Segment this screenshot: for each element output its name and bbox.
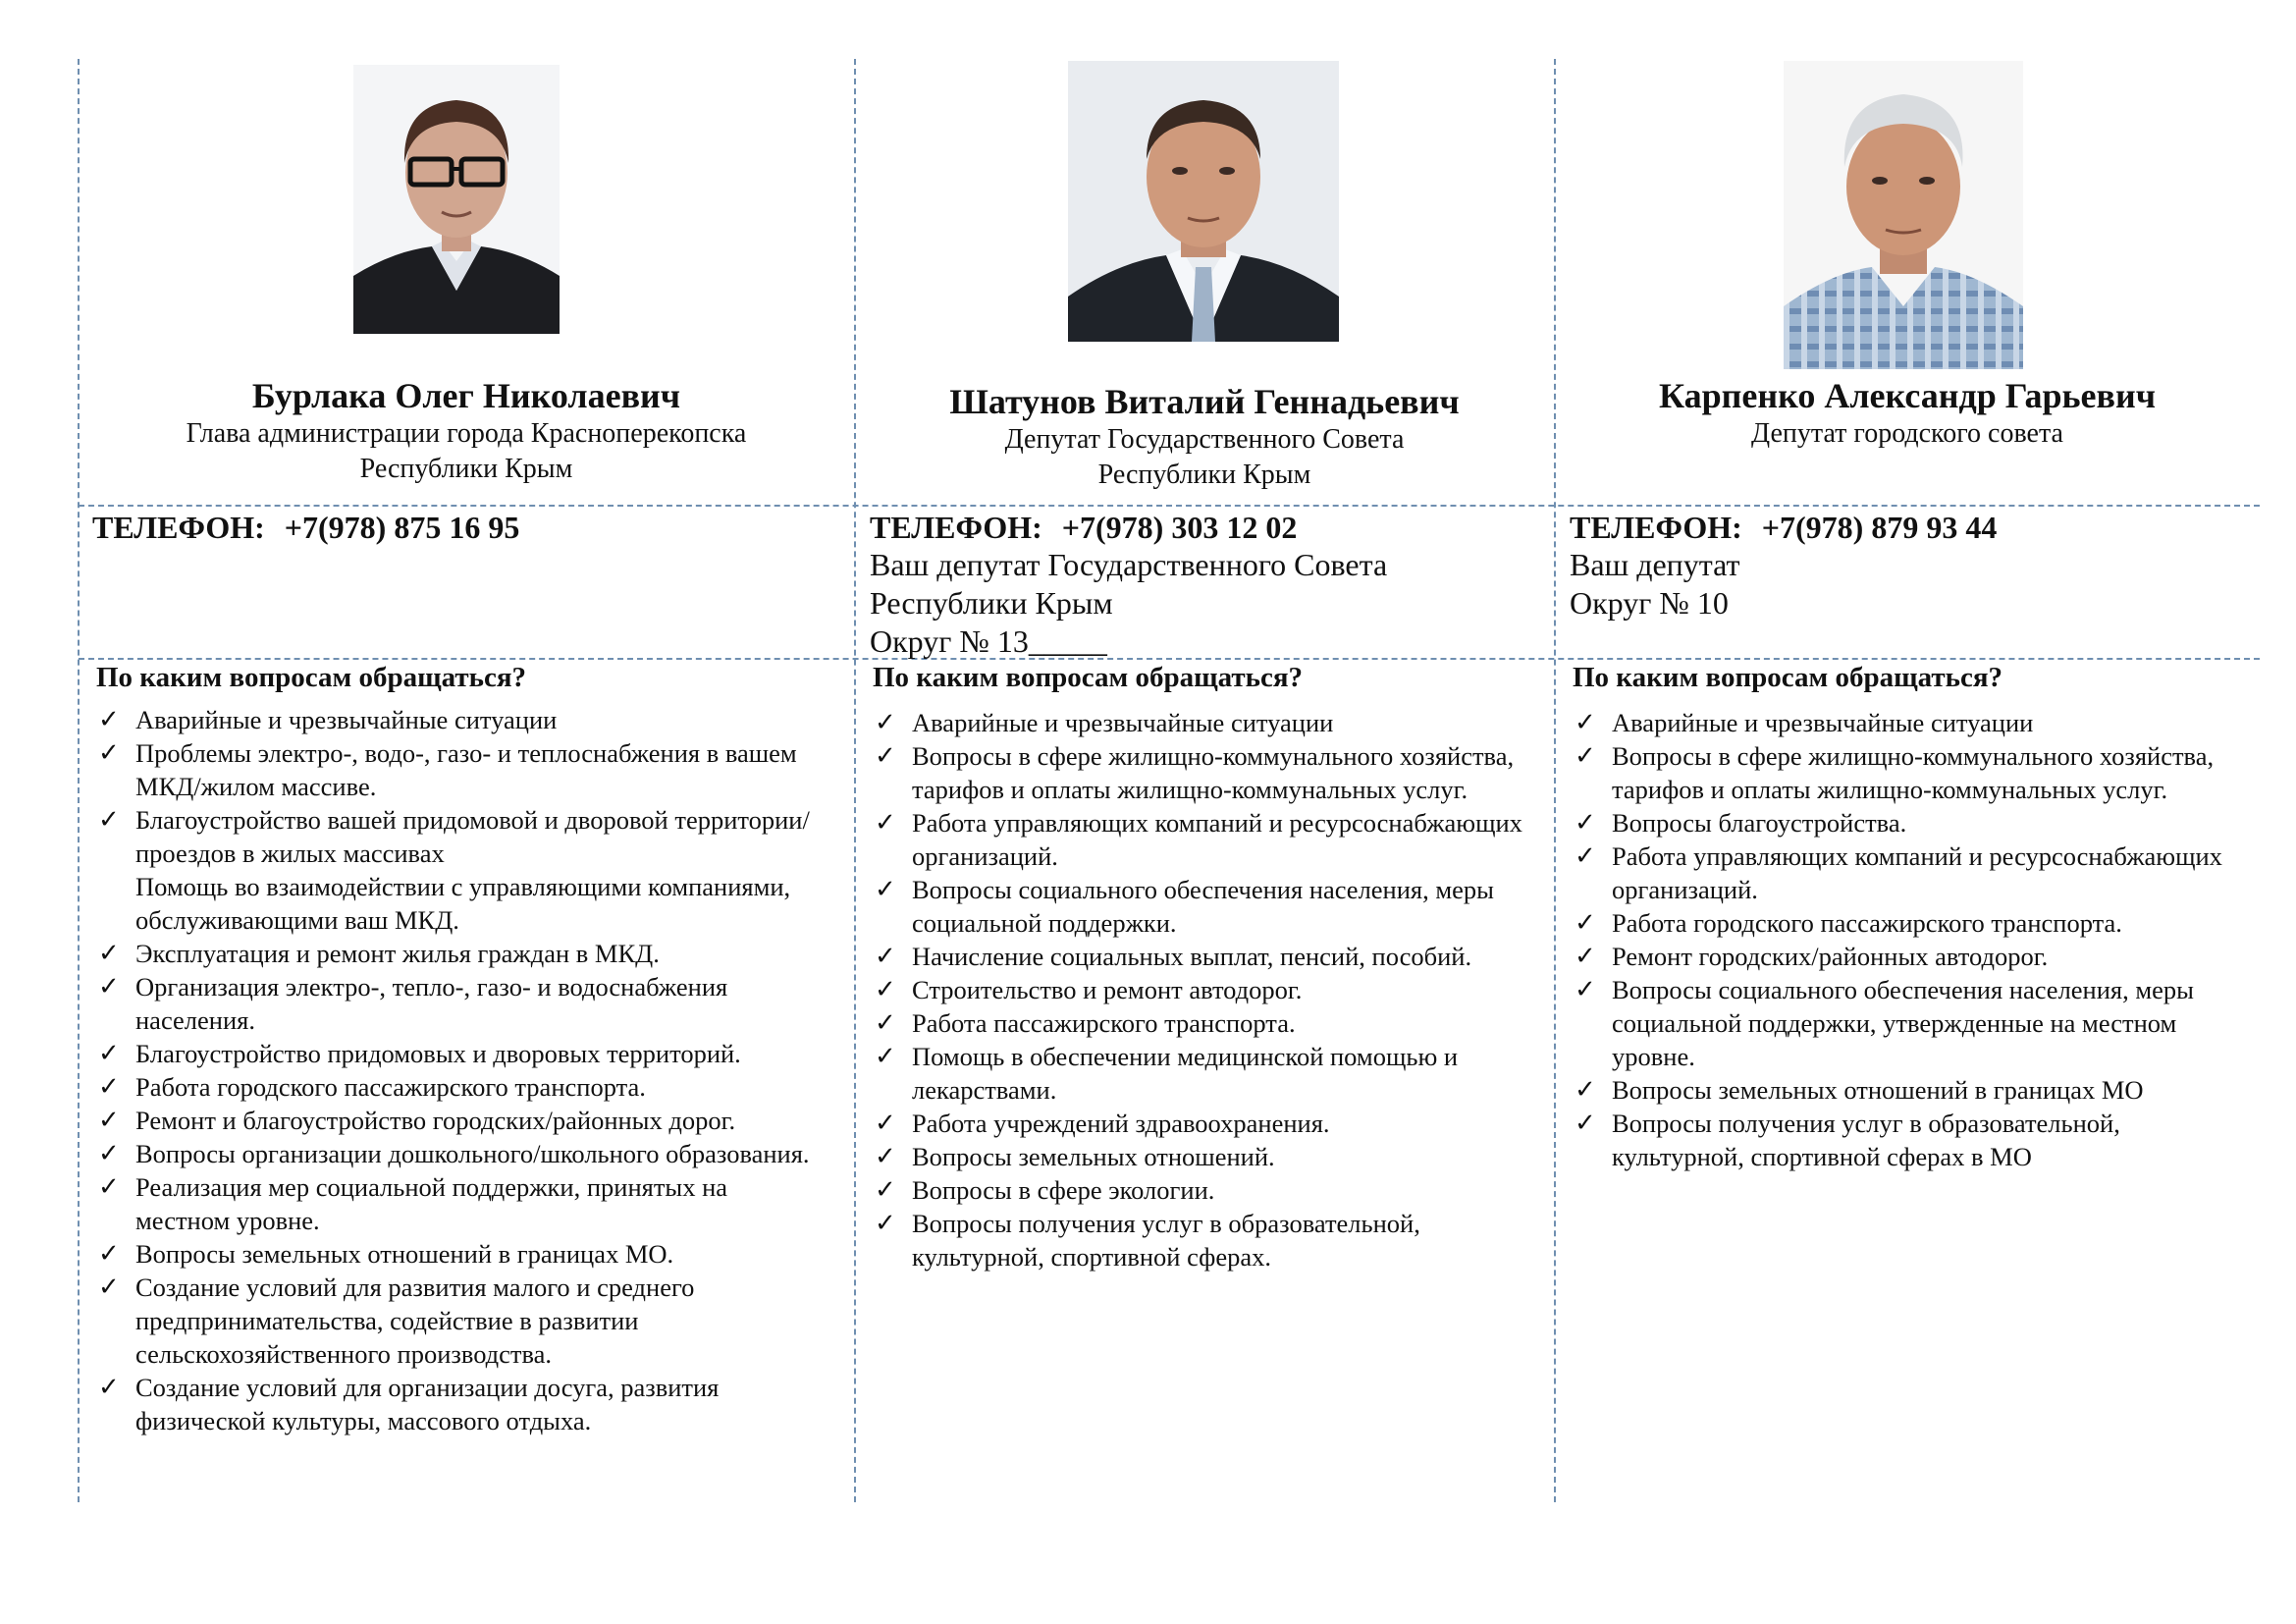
list-item: ✓ Вопросы в сфере жилищно-коммунального хозяйства, тарифов и оплаты жилищно-коммунальных услуг. (1575, 741, 2215, 804)
checkmark-icon: ✓ (98, 1239, 120, 1268)
list-item: ✓ Создание условий для развития малого и среднего предпринимательства, содействие в развитии сельскохозяйственного производства. (98, 1272, 695, 1369)
deputy-photo-3 (1784, 61, 2023, 369)
list-item: ✓ Аварийные и чрезвычайные ситуации (875, 708, 1334, 737)
list-item: ✓ Работа управляющих компаний и ресурсоснабжающих организаций. (875, 808, 1522, 871)
list-item: ✓ Вопросы социального обеспечения населения, меры социальной поддержки, утвержденные на местном уровне. (1575, 975, 2194, 1071)
checkmark-icon: ✓ (98, 1272, 120, 1301)
checkmark-icon: ✓ (1575, 841, 1596, 870)
list-item: ✓ Работа городского пассажирского транспорта. (1575, 908, 2122, 938)
column-divider-left (78, 59, 80, 1502)
list-item: ✓ Вопросы организации дошкольного/школьного образования. (98, 1139, 810, 1168)
list-item: ✓ Проблемы электро-, водо-, газо- и теплоснабжения в вашем МКД/жилом массиве. (98, 738, 797, 801)
checkmark-icon: ✓ (875, 708, 896, 736)
list-item: ✓ Аварийные и чрезвычайные ситуации (1575, 708, 2034, 737)
issues-list-2 (873, 706, 1540, 1273)
portrait-icon (353, 65, 560, 334)
checkmark-icon: ✓ (875, 741, 896, 770)
checkmark-icon: ✓ (98, 1373, 120, 1401)
list-item: ✓ Вопросы земельных отношений. (875, 1142, 1275, 1171)
list-item: ✓ Вопросы земельных отношений в границах МО (1575, 1075, 2144, 1105)
list-item: ✓ Ремонт городских/районных автодорог. (1575, 942, 2049, 971)
phone-line (870, 509, 1387, 546)
list-item: ✓ Ремонт и благоустройство городских/районных дорог. (98, 1106, 736, 1135)
checkmark-icon: ✓ (98, 1072, 120, 1101)
position-line: Республики Крым (1097, 460, 1311, 490)
district-line: Республики Крым (870, 585, 1113, 621)
list-item: ✓ Эксплуатация и ремонт жилья граждан в МКД. (98, 939, 660, 968)
checkmark-icon: ✓ (98, 805, 120, 834)
list-item: ✓ Реализация мер социальной поддержки, принятых на местном уровне. (98, 1172, 728, 1235)
checkmark-icon: ✓ (1575, 708, 1596, 736)
checkmark-icon: ✓ (1575, 741, 1596, 770)
checkmark-icon: ✓ (1575, 908, 1596, 937)
list-item: ✓ Помощь в обеспечении медицинской помощью и лекарствами. (875, 1042, 1459, 1105)
issues-heading-3: По каким вопросам обращаться? (1573, 662, 2003, 693)
checkmark-icon: ✓ (875, 1042, 896, 1070)
phone-label: ТЕЛЕФОН: (1570, 510, 1742, 545)
checkmark-icon: ✓ (875, 975, 896, 1003)
issues-list-3 (1573, 706, 2240, 1173)
checkmark-icon: ✓ (1575, 808, 1596, 837)
checkmark-icon: ✓ (875, 1175, 896, 1204)
phone-number[interactable]: +7(978) 875 16 95 (284, 510, 520, 545)
list-item: ✓ Начисление социальных выплат, пенсий, пособий. (875, 942, 1472, 971)
deputy-contact-1 (92, 509, 519, 546)
district-line: Округ № 13_____ (870, 623, 1107, 659)
phone-line (1570, 509, 1997, 546)
list-item: ✓ Вопросы благоустройства. (1575, 808, 1907, 838)
checkmark-icon: ✓ (875, 808, 896, 837)
checkmark-icon: ✓ (875, 875, 896, 903)
checkmark-icon: ✓ (1575, 975, 1596, 1003)
column-divider-middle-right (1554, 59, 1556, 1502)
checkmark-icon: ✓ (875, 942, 896, 970)
checkmark-icon: ✓ (98, 1139, 120, 1167)
position-line: Глава администрации города Красноперекопска (186, 418, 747, 449)
deputy-photo-2 (1068, 61, 1339, 342)
list-item: ✓ Вопросы земельных отношений в границах МО. (98, 1239, 674, 1269)
deputy-position-2 (855, 422, 1554, 493)
deputy-name-1: Бурлака Олег Николаевич (251, 376, 681, 415)
deputy-name-3: Карпенко Александр Гарьевич (1658, 376, 2157, 415)
checkmark-icon: ✓ (98, 939, 120, 967)
list-item: ✓ Работа городского пассажирского транспорта. (98, 1072, 646, 1102)
phone-label: ТЕЛЕФОН: (870, 510, 1042, 545)
checkmark-icon: ✓ (875, 1008, 896, 1037)
checkmark-icon: ✓ (1575, 1109, 1596, 1137)
deputy-name-2: Шатунов Виталий Геннадьевич (949, 382, 1460, 421)
list-item: ✓ Организация электро-, тепло-, газо- и водоснабжения населения. (98, 972, 728, 1035)
deputy-position-3 (1555, 416, 2260, 452)
checkmark-icon: ✓ (98, 738, 120, 767)
list-item: ✓ Вопросы в сфере жилищно-коммунального хозяйства, тарифов и оплаты жилищно-коммунальных услуг. (875, 741, 1515, 804)
column-divider-middle-left (854, 59, 856, 1502)
checkmark-icon: ✓ (875, 1142, 896, 1170)
list-item: ✓ Работа пассажирского транспорта. (875, 1008, 1296, 1038)
phone-label: ТЕЛЕФОН: (92, 510, 265, 545)
phone-line (92, 509, 519, 546)
district-line: Ваш депутат Государственного Совета (870, 547, 1388, 582)
list-item: ✓ Работа учреждений здравоохранения. (875, 1109, 1330, 1138)
checkmark-icon: ✓ (98, 1106, 120, 1134)
position-line: Депутат Государственного Совета (1004, 424, 1405, 455)
checkmark-icon: ✓ (98, 972, 120, 1001)
list-item: Помощь во взаимодействии с управляющими компаниями, обслуживающими ваш МКД. (135, 872, 791, 935)
checkmark-icon: ✓ (1575, 1075, 1596, 1104)
phone-number[interactable]: +7(978) 879 93 44 (1761, 510, 1998, 545)
portrait-icon (1784, 61, 2023, 369)
list-item: ✓ Благоустройство вашей придомовой и дворовой территории/проездов в жилых массивах (98, 805, 810, 868)
district-line: Округ № 10 (1570, 585, 1729, 621)
portrait-icon (1068, 61, 1339, 342)
checkmark-icon: ✓ (98, 1039, 120, 1067)
issues-list-1 (96, 703, 823, 1437)
checkmark-icon: ✓ (875, 1209, 896, 1237)
deputy-contact-2 (870, 509, 1387, 661)
checkmark-icon: ✓ (875, 1109, 896, 1137)
list-item: ✓ Благоустройство придомовых и дворовых территорий. (98, 1039, 741, 1068)
checkmark-icon: ✓ (98, 705, 120, 733)
list-item: ✓ Работа управляющих компаний и ресурсоснабжающих организаций. (1575, 841, 2222, 904)
checkmark-icon: ✓ (98, 1172, 120, 1201)
issues-heading-1: По каким вопросам обращаться? (96, 662, 527, 693)
list-item: ✓ Вопросы получения услуг в образовательной, культурной, спортивной сферах в МО (1575, 1109, 2120, 1171)
list-item: ✓ Аварийные и чрезвычайные ситуации (98, 705, 558, 734)
deputy-position-1 (79, 416, 854, 487)
issues-heading-2: По каким вопросам обращаться? (873, 662, 1304, 693)
deputy-photo-1 (353, 65, 560, 334)
position-line: Депутат городского совета (1751, 418, 2063, 449)
list-item: ✓ Вопросы получения услуг в образовательной, культурной, спортивной сферах. (875, 1209, 1420, 1272)
phone-number[interactable]: +7(978) 303 12 02 (1061, 510, 1298, 545)
position-line: Республики Крым (359, 454, 573, 484)
list-item: ✓ Вопросы в сфере экологии. (875, 1175, 1215, 1205)
checkmark-icon: ✓ (1575, 942, 1596, 970)
list-item: ✓ Вопросы социального обеспечения населения, меры социальной поддержки. (875, 875, 1494, 938)
row-divider-top (79, 505, 2260, 507)
list-item: ✓ Создание условий для организации досуга, развития физической культуры, массового отдыха. (98, 1373, 720, 1435)
list-item: ✓ Строительство и ремонт автодорог. (875, 975, 1303, 1004)
deputy-contact-3 (1570, 509, 1997, 623)
district-line: Ваш депутат (1570, 547, 1740, 582)
